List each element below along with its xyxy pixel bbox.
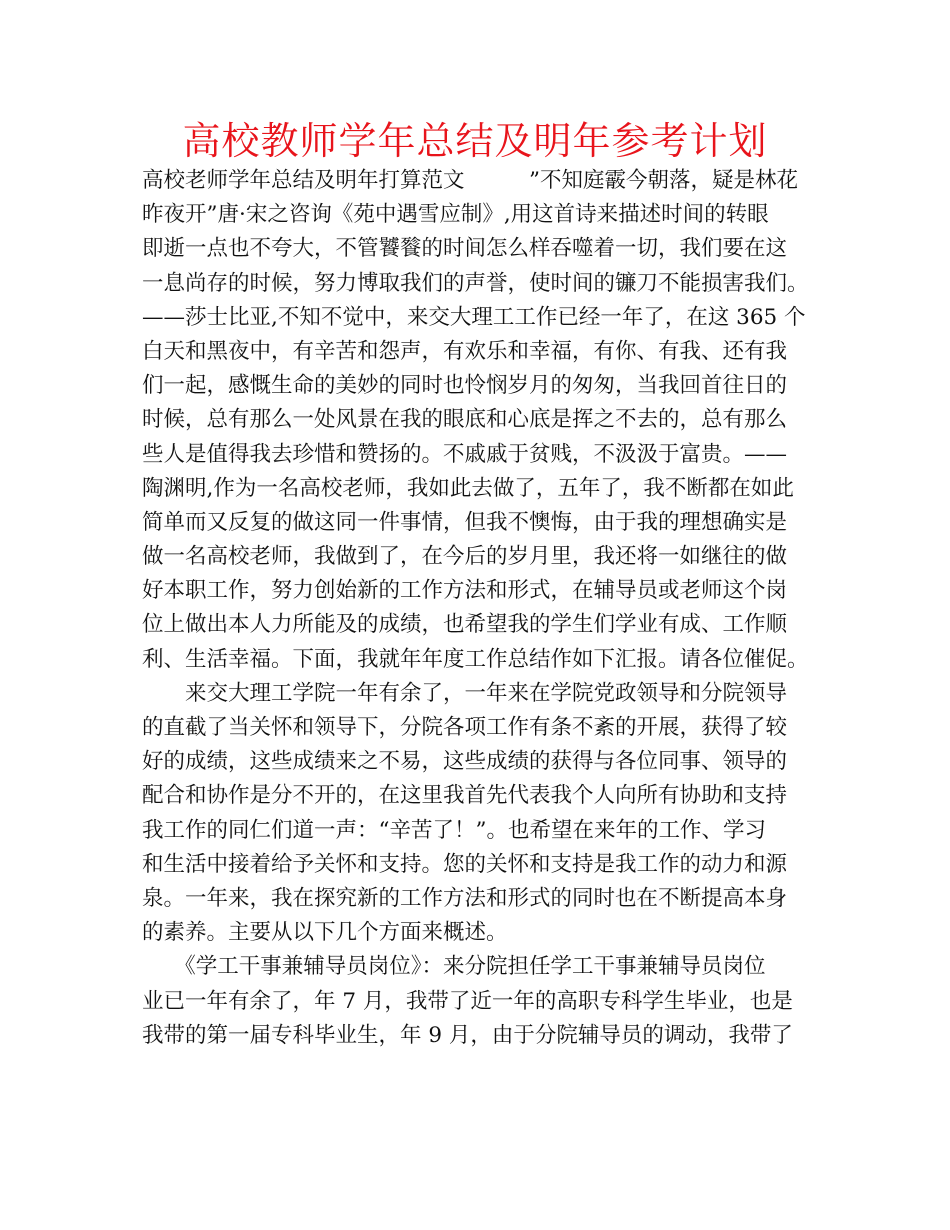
body-line: 的直截了当关怀和领导下，分院各项工作有条不紊的开展，获得了较: [142, 715, 788, 740]
body-line: ——莎士比亚,不知不觉中，来交大理工工作已经一年了，在这 365 个: [142, 304, 806, 330]
body-line: 即逝一点也不夸大，不管饕餮的时间怎么样吞噬着一切，我们要在这: [142, 236, 788, 262]
body-line: 陶渊明,作为一名高校老师，我如此去做了，五年了，我不断都在如此: [142, 475, 794, 501]
body-line: 简单而又反复的做这同一件事情，但我不懊悔，由于我的理想确实是: [142, 509, 788, 535]
body-line: 好的成绩，这些成绩来之不易，这些成绩的获得与各位同事、领导的: [142, 749, 788, 775]
body-line: 一息尚存的时候，努力博取我们的声誉，使时间的镰刀不能损害我们。: [142, 270, 809, 296]
body-line: 高校老师学年总结及明年打算范文 ”不知庭霰今朝落，疑是林花: [142, 168, 798, 193]
body-line: 昨夜开”唐·宋之咨询《苑中遇雪应制》,用这首诗来描述时间的转眼: [142, 202, 769, 228]
body-line: 好本职工作，努力创始新的工作方法和形式，在辅导员或老师这个岗: [142, 578, 788, 604]
body-line: 我带的第一届专科毕业生，年 9 月，由于分院辅导员的调动，我带了: [142, 1022, 793, 1048]
body-line: 时候，总有那么一处风景在我的眼底和心底是挥之不去的，总有那么: [142, 407, 788, 433]
body-line: 们一起，感慨生命的美妙的同时也怜悯岁月的匆匆，当我回首往日的: [142, 373, 788, 399]
body-line: 泉。一年来，我在探究新的工作方法和形式的同时也在不断提高本身: [142, 885, 788, 911]
document-body: [142, 164, 814, 1053]
body-line: 我工作的同仁们道一声：“辛苦了！”。也希望在来年的工作、学习: [142, 817, 766, 843]
body-line: 的素养。主要从以下几个方面来概述。: [142, 920, 508, 946]
body-line: 配合和协作是分不开的，在这里我首先代表我个人向所有协助和支持: [142, 783, 788, 809]
body-line: 《学工干事兼辅导员岗位》：来分院担任学工干事兼辅导员岗位: [142, 954, 766, 980]
body-line: 来交大理工学院一年有余了，一年来在学院党政领导和分院领导: [142, 680, 788, 706]
body-line: 利、生活幸福。下面，我就年年度工作总结作如下汇报。请各位催促。: [142, 646, 809, 672]
body-line: 些人是值得我去珍惜和赞扬的。不戚戚于贫贱，不汲汲于富贵。——: [142, 441, 788, 467]
body-line: 白天和黑夜中，有辛苦和怨声，有欢乐和幸福，有你、有我、还有我: [142, 338, 788, 364]
document-title: 高校教师学年总结及明年参考计划: [182, 119, 768, 163]
body-line: 做一名高校老师，我做到了，在今后的岁月里，我还将一如继往的做: [142, 544, 788, 570]
body-line: 和生活中接着给予关怀和支持。您的关怀和支持是我工作的动力和源: [142, 851, 788, 877]
body-line: 位上做出本人力所能及的成绩，也希望我的学生们学业有成、工作顺: [142, 612, 788, 638]
body-line: 业已一年有余了，年 7 月，我带了近一年的高职专科学生毕业，也是: [142, 988, 793, 1014]
